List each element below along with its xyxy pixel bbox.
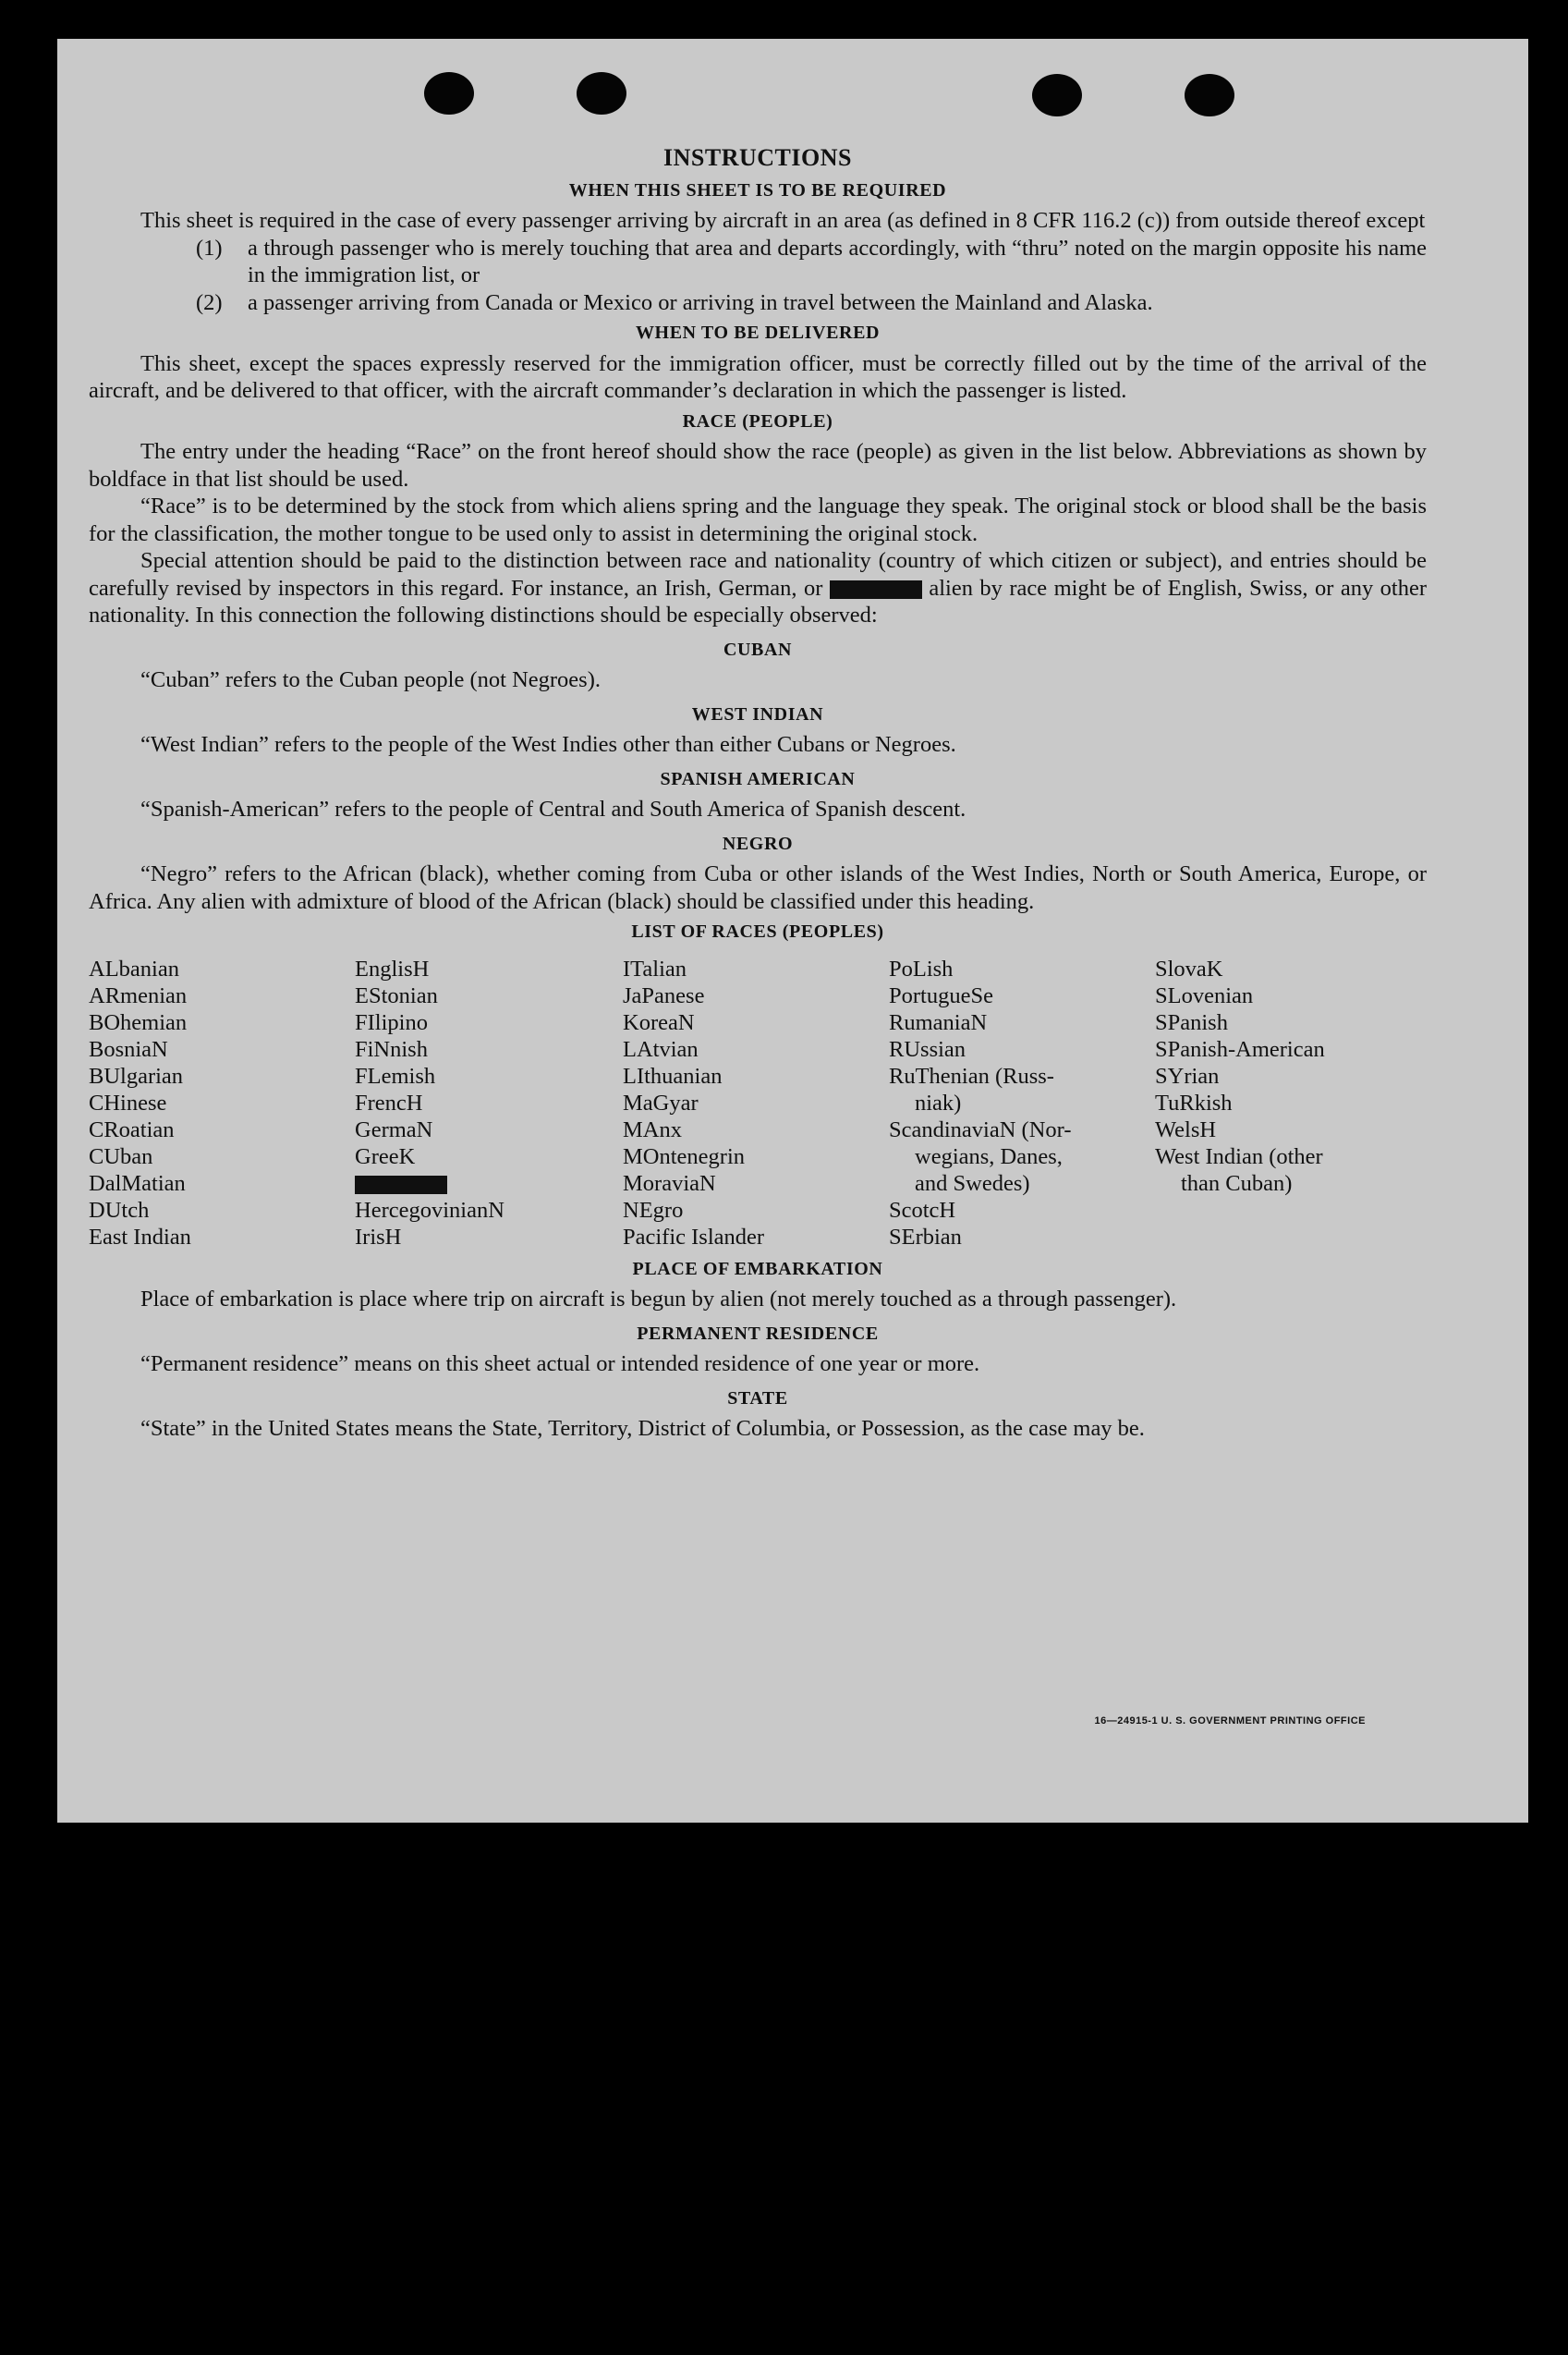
races-column — [889, 956, 1155, 1251]
race-entry: West Indian (other — [1155, 1143, 1323, 1169]
paragraph: “Race” is to be determined by the stock from which aliens spring and the language they speak. The original stock or blood shall be the basis for the classification, the mother tongue to be used only to assist in determining the original stock. — [89, 494, 1427, 546]
race-entry: TuRkish — [1155, 1090, 1233, 1116]
punch-hole — [577, 72, 626, 115]
item-text: a through passenger who is merely touching that area and departs accordingly, with “thru” noted on the margin opposite his name in the immigration list, or — [248, 235, 1427, 287]
race-entry: BosniaN — [89, 1036, 168, 1062]
race-entry: SPanish-American — [1155, 1036, 1325, 1062]
page-title: INSTRUCTIONS — [663, 144, 852, 171]
paragraph-text: alien by race might be of English, Swiss, or any other nationality. In this connection the following distinctions should be especially observed: — [89, 575, 1427, 628]
race-entry: GreeK — [355, 1143, 416, 1169]
instructions-content — [89, 144, 1427, 1443]
section-heading: PLACE OF EMBARKATION — [632, 1258, 883, 1279]
race-entry: PortugueSe — [889, 982, 993, 1008]
races-list — [89, 956, 1427, 1251]
section-heading: WHEN TO BE DELIVERED — [635, 323, 881, 343]
races-column — [623, 956, 889, 1251]
race-entry: wegians, Danes, — [915, 1143, 1063, 1169]
paragraph: “Spanish-American” refers to the people of Central and South America of Spanish descent. — [140, 797, 966, 822]
race-entry: PoLish — [889, 956, 954, 982]
race-entry: ScandinaviaN (Nor- — [889, 1116, 1072, 1142]
race-entry: BUlgarian — [89, 1063, 184, 1089]
race-entry: MaGyar — [623, 1090, 699, 1116]
paragraph — [89, 547, 1427, 629]
paragraph: “Cuban” refers to the Cuban people (not Negroes). — [140, 667, 601, 692]
section-heading: LIST OF RACES (PEOPLES) — [631, 921, 884, 942]
race-entry: ARmenian — [89, 982, 188, 1008]
race-entry: DalMatian — [89, 1170, 186, 1196]
section-heading: PERMANENT RESIDENCE — [637, 1323, 879, 1344]
section-heading: RACE (PEOPLE) — [682, 410, 833, 432]
item-text: a passenger arriving from Canada or Mexico or arriving in travel between the Mainland and Alaska. — [248, 289, 1153, 315]
punch-hole — [424, 72, 474, 115]
race-entry: MoraviaN — [623, 1170, 716, 1196]
race-entry: IrisH — [355, 1224, 402, 1250]
redaction-mark — [830, 580, 922, 599]
race-entry: SLovenian — [1155, 982, 1254, 1008]
race-entry: East Indian — [89, 1224, 191, 1250]
paragraph: “State” in the United States means the State, Territory, District of Columbia, or Possession, as the case may be. — [140, 1416, 1145, 1441]
list-item — [89, 235, 1427, 289]
race-entry: FrencH — [355, 1090, 423, 1116]
paragraph: “Permanent residence” means on this sheet actual or intended residence of one year or more. — [140, 1351, 980, 1376]
paragraph: Place of embarkation is place where trip on aircraft is begun by alien (not merely touched as a through passenger). — [140, 1287, 1177, 1312]
race-entry: ALbanian — [89, 956, 179, 982]
section-heading: CUBAN — [723, 639, 793, 660]
section-heading: SPANISH AMERICAN — [660, 768, 856, 789]
race-entry: MAnx — [623, 1116, 682, 1142]
race-entry: FiNnish — [355, 1036, 428, 1062]
section-heading: NEGRO — [722, 833, 794, 854]
race-entry: RumaniaN — [889, 1009, 988, 1035]
race-entry: LAtvian — [623, 1036, 699, 1062]
race-entry: NEgro — [623, 1197, 684, 1223]
race-entry: MOntenegrin — [623, 1143, 745, 1169]
races-column — [355, 956, 623, 1251]
race-entry: SPanish — [1155, 1009, 1228, 1035]
item-number: (2) — [196, 289, 223, 315]
race-entry: than Cuban) — [1181, 1170, 1293, 1196]
list-item — [89, 289, 1427, 317]
race-entry: CHinese — [89, 1090, 167, 1116]
races-column — [1155, 956, 1432, 1251]
race-entry: CRoatian — [89, 1116, 175, 1142]
section-heading: STATE — [727, 1387, 788, 1409]
paragraph: The entry under the heading “Race” on the front hereof should show the race (people) as given in the list below. Abbreviations as shown by boldface in that list should be used. — [89, 439, 1427, 492]
race-entry: and Swedes) — [915, 1170, 1030, 1196]
race-entry: niak) — [915, 1090, 962, 1116]
section-heading: WEST INDIAN — [691, 703, 824, 725]
race-entry: EnglisH — [355, 956, 430, 982]
race-entry: DUtch — [89, 1197, 150, 1223]
race-entry: FIlipino — [355, 1009, 428, 1035]
race-entry: ITalian — [623, 956, 687, 982]
paragraph: “West Indian” refers to the people of the West Indies other than either Cubans or Negroes. — [140, 732, 956, 757]
paragraph: This sheet, except the spaces expressly reserved for the immigration officer, must be correctly filled out by the time of the arrival of the aircraft, and be delivered to that officer, with the aircraft commander’s declaration in which the passenger is listed. — [89, 350, 1427, 403]
redaction-mark — [355, 1176, 447, 1194]
race-entry: BOhemian — [89, 1009, 188, 1035]
race-entry: KoreaN — [623, 1009, 695, 1035]
race-entry: EStonian — [355, 982, 438, 1008]
race-entry: JaPanese — [623, 982, 705, 1008]
race-entry: HercegovinianN — [355, 1197, 504, 1223]
punch-hole — [1185, 74, 1234, 116]
race-entry: FLemish — [355, 1063, 436, 1089]
races-column — [89, 956, 355, 1251]
race-entry: RUssian — [889, 1036, 966, 1062]
document-page — [57, 39, 1528, 1823]
printer-imprint: 16—24915-1 U. S. GOVERNMENT PRINTING OFFICE — [1094, 1714, 1366, 1727]
paragraph: This sheet is required in the case of every passenger arriving by aircraft in an area (as defined in 8 CFR 116.2 (c)) from outside thereof except — [140, 208, 1426, 233]
race-entry: GermaN — [355, 1116, 433, 1142]
race-entry: ScotcH — [889, 1197, 956, 1223]
race-entry: SlovaK — [1155, 956, 1223, 982]
section-heading: WHEN THIS SHEET IS TO BE REQUIRED — [568, 179, 947, 201]
race-entry: SYrian — [1155, 1063, 1220, 1089]
race-entry: CUban — [89, 1143, 153, 1169]
race-entry: SErbian — [889, 1224, 962, 1250]
punch-hole — [1032, 74, 1082, 116]
paragraph-text: Special attention should be paid to the distinction between race and nationality (country of which citizen or subject), and entries should be carefully revised by inspectors in this regard. For instance, an Irish, German, or — [89, 548, 1427, 601]
race-entry: Pacific Islander — [623, 1224, 765, 1250]
race-entry: RuThenian (Russ- — [889, 1063, 1054, 1089]
race-entry: LIthuanian — [623, 1063, 723, 1089]
item-number: (1) — [196, 235, 223, 261]
race-entry: WelsH — [1155, 1116, 1217, 1142]
race-entry-redacted — [355, 1170, 623, 1197]
paragraph: “Negro” refers to the African (black), whether coming from Cuba or other islands of the West Indies, North or South America, Europe, or Africa. Any alien with admixture of blood of the African (black) should be classified under this heading. — [89, 861, 1427, 914]
